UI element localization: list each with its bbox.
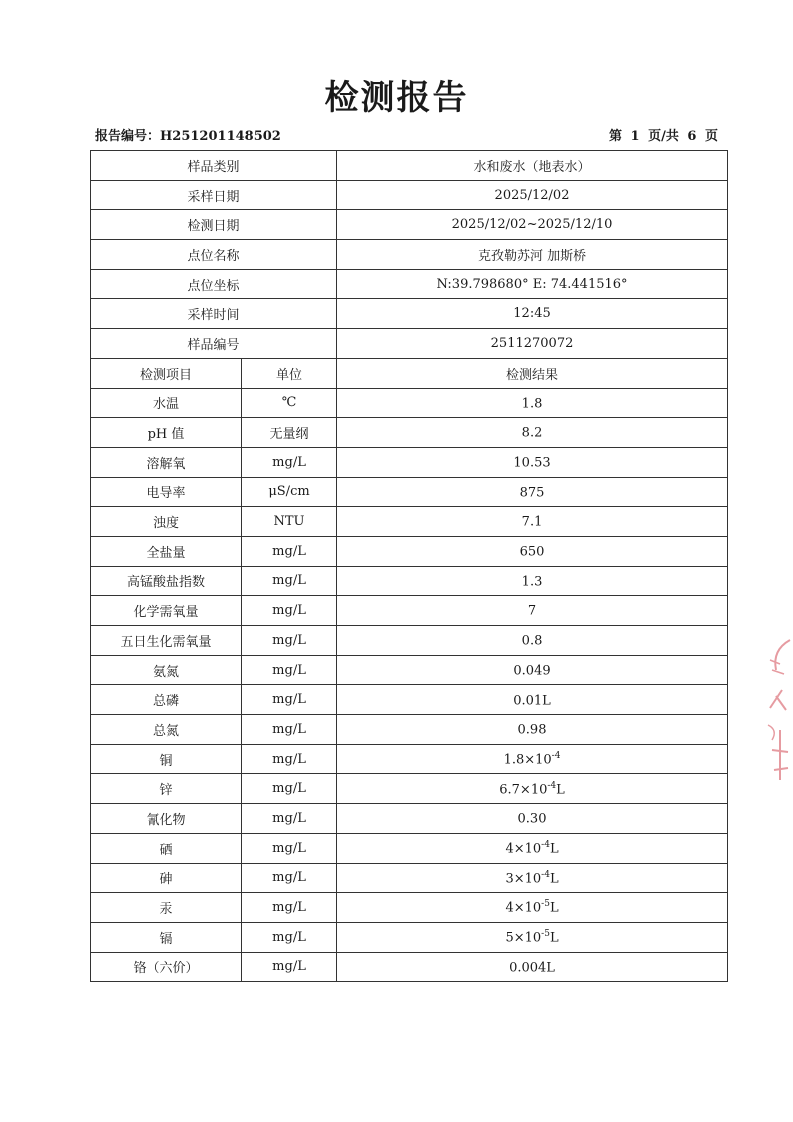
result-unit: mg/L: [242, 804, 337, 834]
result-row: [91, 952, 728, 982]
result-exponent: -5: [541, 899, 550, 910]
result-base: 0.98: [517, 722, 547, 738]
result-base: 0.004L: [509, 960, 555, 976]
result-unit: mg/L: [242, 626, 337, 656]
result-row: [91, 626, 728, 656]
header-unit: 单位: [242, 358, 337, 388]
result-row: [91, 804, 728, 834]
result-item: 总磷: [91, 685, 242, 715]
info-row: [91, 210, 728, 240]
result-base: 10.53: [513, 455, 551, 471]
info-value: 12:45: [337, 299, 728, 329]
result-unit: NTU: [242, 507, 337, 537]
result-row: [91, 685, 728, 715]
result-value: [337, 447, 728, 477]
result-item: 锌: [91, 774, 242, 804]
result-value: [337, 833, 728, 863]
result-value: [337, 893, 728, 923]
report-number: [95, 125, 281, 144]
result-unit: mg/L: [242, 447, 337, 477]
result-suffix: L: [549, 841, 559, 857]
result-item: 总氮: [91, 715, 242, 745]
result-value: [337, 952, 728, 982]
info-label: 点位坐标: [91, 269, 337, 299]
header-item: 检测项目: [91, 358, 242, 388]
page-suffix: 页: [704, 129, 718, 144]
result-unit: ℃: [242, 388, 337, 418]
result-base: 3×10: [505, 871, 542, 886]
result-exponent: -4: [551, 750, 561, 761]
result-base: 0.049: [513, 663, 551, 679]
result-item: 硒: [91, 833, 242, 863]
result-unit: mg/L: [242, 744, 337, 774]
result-row: [91, 655, 728, 685]
result-value: [337, 863, 728, 893]
result-value: [337, 922, 728, 952]
result-unit: mg/L: [242, 952, 337, 982]
result-exponent: -4: [541, 869, 550, 880]
seal-stamp: [762, 630, 792, 790]
result-row: [91, 566, 728, 596]
result-row: [91, 863, 728, 893]
result-base: 0.8: [521, 633, 543, 649]
result-value: [337, 477, 728, 507]
result-unit: mg/L: [242, 774, 337, 804]
info-value: 2511270072: [337, 329, 728, 359]
result-row: [91, 447, 728, 477]
result-row: [91, 715, 728, 745]
page-number: 1: [630, 129, 640, 144]
result-value: [337, 536, 728, 566]
info-value: 2025/12/02: [337, 180, 728, 210]
result-base: 1.3: [521, 574, 543, 590]
result-base: 875: [519, 485, 545, 501]
result-value: [337, 685, 728, 715]
result-item: 溶解氧: [91, 447, 242, 477]
page-mid: 页/共: [648, 129, 679, 144]
info-row: [91, 240, 728, 270]
info-label: 样品类别: [91, 151, 337, 181]
result-unit: mg/L: [242, 893, 337, 923]
result-base: 8.2: [521, 425, 543, 441]
info-row: [91, 269, 728, 299]
result-value: [337, 804, 728, 834]
result-unit: μS/cm: [242, 477, 337, 507]
report-number-value: H251201148502: [160, 129, 281, 144]
result-unit: mg/L: [242, 922, 337, 952]
result-row: [91, 744, 728, 774]
result-item: pH 值: [91, 418, 242, 448]
result-value: [337, 774, 728, 804]
result-value: [337, 566, 728, 596]
result-value: [337, 388, 728, 418]
result-suffix: L: [549, 930, 559, 946]
report-number-label: 报告编号：: [95, 129, 161, 144]
page-indicator: [607, 125, 720, 144]
result-item: 铜: [91, 744, 242, 774]
result-item: 电导率: [91, 477, 242, 507]
result-exponent: -4: [541, 839, 550, 850]
result-item: 全盐量: [91, 536, 242, 566]
info-label: 样品编号: [91, 329, 337, 359]
result-row: [91, 507, 728, 537]
result-base: 650: [519, 544, 545, 560]
info-value: 2025/12/02~2025/12/10: [337, 210, 728, 240]
result-unit: mg/L: [242, 715, 337, 745]
page-total: 6: [687, 129, 697, 144]
info-value: 克孜勒苏河 加斯桥: [337, 240, 728, 270]
info-label: 采样时间: [91, 299, 337, 329]
result-row: [91, 774, 728, 804]
info-label: 检测日期: [91, 210, 337, 240]
report-table: [90, 150, 728, 982]
header-result: 检测结果: [337, 358, 728, 388]
result-item: 铬（六价）: [91, 952, 242, 982]
result-item: 汞: [91, 893, 242, 923]
result-row: [91, 922, 728, 952]
result-value: [337, 744, 728, 774]
result-item: 五日生化需氧量: [91, 626, 242, 656]
result-item: 浊度: [91, 507, 242, 537]
result-item: 镉: [91, 922, 242, 952]
info-row: [91, 329, 728, 359]
info-label: 点位名称: [91, 240, 337, 270]
result-header-row: [91, 358, 728, 388]
result-base: 4×10: [505, 841, 542, 857]
info-row: [91, 299, 728, 329]
result-item: 高锰酸盐指数: [91, 566, 242, 596]
result-row: [91, 893, 728, 923]
result-item: 水温: [91, 388, 242, 418]
info-row: [91, 151, 728, 181]
result-unit: mg/L: [242, 833, 337, 863]
result-row: [91, 388, 728, 418]
result-suffix: L: [549, 900, 559, 916]
result-item: 氰化物: [91, 804, 242, 834]
result-base: 0.30: [517, 811, 547, 827]
result-value: [337, 655, 728, 685]
info-value: 水和废水（地表水）: [337, 151, 728, 181]
info-label: 采样日期: [91, 180, 337, 210]
result-item: 化学需氧量: [91, 596, 242, 626]
result-value: [337, 507, 728, 537]
result-value: [337, 626, 728, 656]
result-value: [337, 418, 728, 448]
info-row: [91, 180, 728, 210]
result-row: [91, 596, 728, 626]
result-unit: mg/L: [242, 536, 337, 566]
result-value: [337, 715, 728, 745]
result-row: [91, 833, 728, 863]
result-unit: mg/L: [242, 655, 337, 685]
result-suffix: L: [556, 781, 565, 797]
info-value: N:39.798680° E: 74.441516°: [337, 269, 728, 299]
result-base: 7: [527, 603, 537, 619]
result-unit: mg/L: [242, 566, 337, 596]
result-base: 5×10: [505, 930, 542, 946]
page-prefix: 第: [609, 129, 623, 144]
result-unit: mg/L: [242, 863, 337, 893]
result-exponent: -4: [547, 780, 557, 791]
result-base: 4×10: [505, 900, 542, 916]
result-item: 砷: [91, 863, 242, 893]
result-unit: 无量纲: [242, 418, 337, 448]
result-base: 1.8: [521, 396, 543, 411]
result-base: 7.1: [521, 514, 543, 530]
result-suffix: L: [549, 871, 559, 886]
result-value: [337, 596, 728, 626]
result-row: [91, 536, 728, 566]
result-unit: mg/L: [242, 596, 337, 626]
result-base: 0.01L: [513, 692, 551, 708]
result-base: 6.7×10: [499, 781, 548, 797]
result-base: 1.8×10: [503, 752, 552, 768]
result-unit: mg/L: [242, 685, 337, 715]
result-item: 氨氮: [91, 655, 242, 685]
result-row: [91, 477, 728, 507]
result-row: [91, 418, 728, 448]
page-title: 检测报告: [324, 78, 469, 118]
result-exponent: -5: [541, 929, 550, 940]
